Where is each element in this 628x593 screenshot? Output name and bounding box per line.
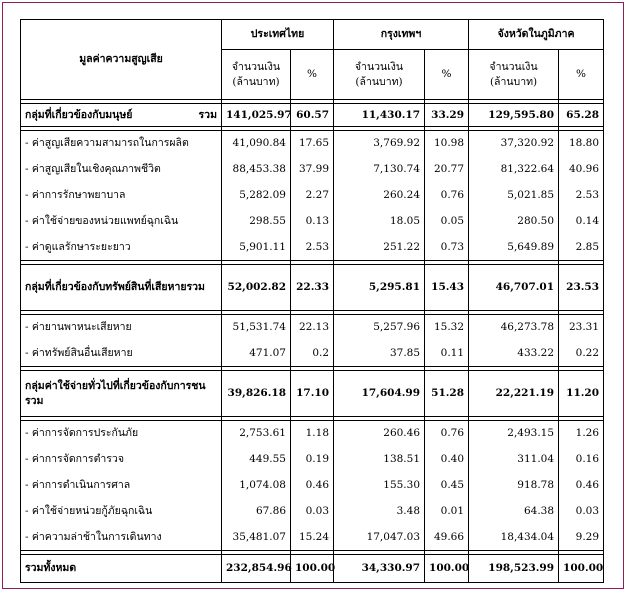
amount-cell: 37.85 — [334, 341, 425, 367]
row-label: - ค่าความล่าช้าในการเดินทาง — [21, 525, 222, 551]
row-label: - ค่าการดำเนินการศาล — [21, 473, 222, 499]
total-pct-cell: 100.00 — [291, 555, 334, 583]
amount-cell: 260.46 — [334, 421, 425, 447]
total-amount-cell: 198,523.99 — [469, 555, 559, 583]
table-row — [21, 157, 604, 183]
pct-cell: 2.53 — [559, 183, 604, 209]
group-pct-cell: 65.28 — [559, 104, 604, 127]
pct-cell: 0.2 — [291, 341, 334, 367]
pct-cell: 49.66 — [425, 525, 469, 551]
pct-cell: 1.18 — [291, 421, 334, 447]
group-pct-cell: 11.20 — [559, 371, 604, 417]
pct-cell: 0.05 — [425, 209, 469, 235]
header-pct-bangkok: % — [425, 50, 469, 100]
group-pct-cell: 51.28 — [425, 371, 469, 417]
amount-cell: 280.50 — [469, 209, 559, 235]
amount-cell: 251.22 — [334, 235, 425, 261]
amount-cell: 46,273.78 — [469, 315, 559, 341]
group-amount-cell: 39,826.18 — [222, 371, 291, 417]
header-amount-provinces: จำนวนเงิน (ล้านบาท) — [469, 50, 559, 100]
table-row — [21, 235, 604, 261]
row-label: - ค่าสูญเสียความสามารถในการผลิต — [21, 131, 222, 157]
table-row — [21, 525, 604, 551]
table-row — [21, 499, 604, 525]
amount-cell: 18.05 — [334, 209, 425, 235]
header-pct-provinces: % — [559, 50, 604, 100]
pct-cell: 15.24 — [291, 525, 334, 551]
table-row — [21, 341, 604, 367]
amount-cell: 311.04 — [469, 447, 559, 473]
group-amount-cell: 17,604.99 — [334, 371, 425, 417]
pct-cell: 0.03 — [291, 499, 334, 525]
amount-cell: 7,130.74 — [334, 157, 425, 183]
pct-cell: 0.40 — [425, 447, 469, 473]
table-row — [21, 183, 604, 209]
group-amount-cell: 129,595.80 — [469, 104, 559, 127]
total-row — [21, 555, 604, 583]
pct-cell: 0.03 — [559, 499, 604, 525]
pct-cell: 22.13 — [291, 315, 334, 341]
pct-cell: 0.46 — [291, 473, 334, 499]
header-region-provinces: จังหวัดในภูมิภาค — [469, 20, 604, 50]
amount-cell: 260.24 — [334, 183, 425, 209]
table-row — [21, 421, 604, 447]
pct-cell: 17.65 — [291, 131, 334, 157]
header-pct-thailand: % — [291, 50, 334, 100]
row-label: - ค่าการจัดการตำรวจ — [21, 447, 222, 473]
amount-cell: 81,322.64 — [469, 157, 559, 183]
group-title: รวม กลุ่มที่เกี่ยวข้องกับมนุษย์ — [21, 104, 222, 127]
pct-cell: 40.96 — [559, 157, 604, 183]
pct-cell: 2.85 — [559, 235, 604, 261]
group-pct-cell: 22.33 — [291, 265, 334, 311]
amount-cell: 918.78 — [469, 473, 559, 499]
amount-cell: 88,453.38 — [222, 157, 291, 183]
amount-cell: 1,074.08 — [222, 473, 291, 499]
amount-cell: 2,753.61 — [222, 421, 291, 447]
amount-cell: 5,257.96 — [334, 315, 425, 341]
header-amount-thailand: จำนวนเงิน (ล้านบาท) — [222, 50, 291, 100]
row-label: - ค่ายานพาหนะเสียหาย — [21, 315, 222, 341]
group-total-tag: รวม — [198, 108, 217, 121]
amount-cell: 138.51 — [334, 447, 425, 473]
table-row — [21, 447, 604, 473]
pct-cell: 0.11 — [425, 341, 469, 367]
table-row — [21, 209, 604, 235]
amount-cell: 471.07 — [222, 341, 291, 367]
pct-cell: 9.29 — [559, 525, 604, 551]
amount-cell: 3.48 — [334, 499, 425, 525]
group-pct-cell: 17.10 — [291, 371, 334, 417]
header-region-thailand: ประเทศไทย — [222, 20, 334, 50]
group-amount-cell: 52,002.82 — [222, 265, 291, 311]
pct-cell: 23.31 — [559, 315, 604, 341]
row-label: - ค่าทรัพย์สินอื่นเสียหาย — [21, 341, 222, 367]
pct-cell: 0.19 — [291, 447, 334, 473]
amount-cell: 449.55 — [222, 447, 291, 473]
amount-cell: 5,649.89 — [469, 235, 559, 261]
table-row — [21, 473, 604, 499]
pct-cell: 0.13 — [291, 209, 334, 235]
pct-cell: 0.76 — [425, 183, 469, 209]
amount-cell: 67.86 — [222, 499, 291, 525]
group-pct-cell: 33.29 — [425, 104, 469, 127]
amount-cell: 18,434.04 — [469, 525, 559, 551]
pct-cell: 0.76 — [425, 421, 469, 447]
amount-cell: 5,021.85 — [469, 183, 559, 209]
group-pct-cell: 15.43 — [425, 265, 469, 311]
total-pct-cell: 100.00 — [425, 555, 469, 583]
amount-cell: 298.55 — [222, 209, 291, 235]
pct-cell: 2.53 — [291, 235, 334, 261]
pct-cell: 0.46 — [559, 473, 604, 499]
table-row — [21, 131, 604, 157]
amount-cell: 433.22 — [469, 341, 559, 367]
amount-cell: 3,769.92 — [334, 131, 425, 157]
group-title: กลุ่มค่าใช้จ่ายทั่วไปที่เกี่ยวข้องกับการชนรวม — [21, 371, 222, 417]
row-label: - ค่าดูแลรักษาระยะยาว — [21, 235, 222, 261]
pct-cell: 37.99 — [291, 157, 334, 183]
pct-cell: 2.27 — [291, 183, 334, 209]
pct-cell: 0.73 — [425, 235, 469, 261]
pct-cell: 0.16 — [559, 447, 604, 473]
total-label: รวมทั้งหมด — [21, 555, 222, 583]
pct-cell: 18.80 — [559, 131, 604, 157]
group-amount-cell: 46,707.01 — [469, 265, 559, 311]
amount-cell: 17,047.03 — [334, 525, 425, 551]
header-amount-bangkok: จำนวนเงิน (ล้านบาท) — [334, 50, 425, 100]
group-row — [21, 265, 604, 311]
pct-cell: 0.01 — [425, 499, 469, 525]
header-item-col: มูลค่าความสูญเสีย — [21, 20, 222, 100]
pct-cell: 10.98 — [425, 131, 469, 157]
group-amount-cell: 5,295.81 — [334, 265, 425, 311]
group-title: กลุ่มที่เกี่ยวข้องกับทรัพย์สินที่เสียหายรวม — [21, 265, 222, 311]
header-region-bangkok: กรุงเทพฯ — [334, 20, 469, 50]
table-row — [21, 315, 604, 341]
group-amount-cell: 11,430.17 — [334, 104, 425, 127]
amount-cell: 155.30 — [334, 473, 425, 499]
group-row — [21, 104, 604, 127]
total-amount-cell: 34,330.97 — [334, 555, 425, 583]
row-label: - ค่าการจัดการประกันภัย — [21, 421, 222, 447]
group-pct-cell: 23.53 — [559, 265, 604, 311]
group-row — [21, 371, 604, 417]
group-amount-cell: 22,221.19 — [469, 371, 559, 417]
loss-table — [20, 19, 604, 583]
row-label: - ค่าใช้จ่ายของหน่วยแพทย์ฉุกเฉิน — [21, 209, 222, 235]
group-pct-cell: 60.57 — [291, 104, 334, 127]
amount-cell: 2,493.15 — [469, 421, 559, 447]
pct-cell: 0.22 — [559, 341, 604, 367]
amount-cell: 37,320.92 — [469, 131, 559, 157]
pct-cell: 15.32 — [425, 315, 469, 341]
amount-cell: 64.38 — [469, 499, 559, 525]
row-label: - ค่าใช้จ่ายหน่วยกู้ภัยฉุกเฉิน — [21, 499, 222, 525]
pct-cell: 1.26 — [559, 421, 604, 447]
row-label: - ค่าการรักษาพยาบาล — [21, 183, 222, 209]
pct-cell: 0.45 — [425, 473, 469, 499]
amount-cell: 41,090.84 — [222, 131, 291, 157]
group-amount-cell: 141,025.97 — [222, 104, 291, 127]
pct-cell: 0.14 — [559, 209, 604, 235]
row-label: - ค่าสูญเสียในเชิงคุณภาพชีวิต — [21, 157, 222, 183]
amount-cell: 5,901.11 — [222, 235, 291, 261]
amount-cell: 35,481.07 — [222, 525, 291, 551]
amount-cell: 51,531.74 — [222, 315, 291, 341]
total-pct-cell: 100.00 — [559, 555, 604, 583]
amount-cell: 5,282.09 — [222, 183, 291, 209]
total-amount-cell: 232,854.96 — [222, 555, 291, 583]
pct-cell: 20.77 — [425, 157, 469, 183]
